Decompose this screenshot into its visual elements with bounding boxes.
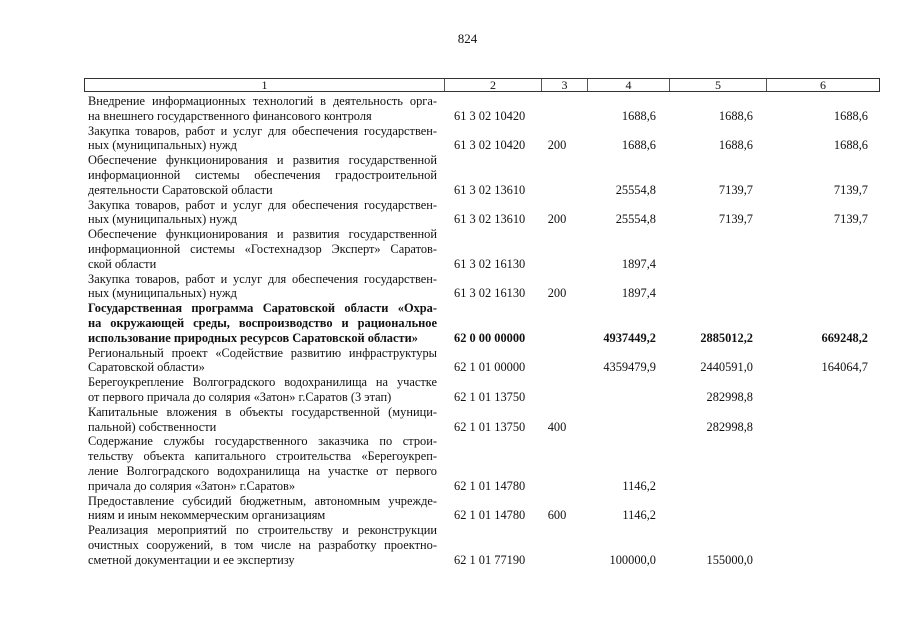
header-col-4: 4 — [588, 79, 670, 91]
row-description — [84, 198, 437, 228]
description-line: ской области — [88, 256, 157, 271]
row-code: 61 3 02 13610 — [454, 212, 526, 227]
table-row — [84, 434, 880, 493]
table-row — [84, 272, 880, 302]
description-line: Капитальные вложения в объекты государственной (муници- — [88, 404, 437, 419]
description-line: Региональный проект «Содействие развитию инфраструктуры — [88, 345, 437, 360]
row-description — [84, 272, 437, 302]
description-line: Содержание службы государственного заказчика по строи- — [88, 434, 437, 449]
table-row — [84, 494, 880, 524]
row-value-col5: 1688,6 — [718, 108, 753, 123]
table-row — [84, 346, 880, 376]
header-col-6: 6 — [820, 78, 826, 92]
table-row — [84, 523, 880, 567]
row-value-col4: 1897,4 — [621, 286, 656, 301]
description-line: ниям и иным некоммерческим организациям — [88, 508, 326, 523]
row-code: 62 1 01 13750 — [454, 419, 526, 434]
row-value-col4: 1688,6 — [621, 108, 656, 123]
table-row — [84, 94, 880, 124]
description-line: ных (муниципальных) нужд — [88, 212, 237, 227]
table-row — [84, 198, 880, 228]
header-col-3: 3 — [542, 79, 588, 91]
row-value-col5: 7139,7 — [718, 212, 753, 227]
row-description — [84, 375, 437, 405]
description-line: причала до солярия «Затон» г.Саратов» — [88, 478, 296, 493]
row-value-col6: 7139,7 — [833, 212, 868, 227]
row-description — [84, 494, 437, 524]
row-code: 61 3 02 16130 — [454, 286, 526, 301]
description-line: информационной системы обеспечения градостроительной — [88, 167, 437, 182]
row-value-col4: 100000,0 — [609, 552, 656, 567]
row-value-col4: 25554,8 — [615, 182, 656, 197]
description-line: очистных сооружений, в том числе на разработку проектно- — [88, 537, 437, 552]
row-value-col4: 4937449,2 — [603, 330, 656, 345]
description-line: Закупка товаров, работ и услуг для обеспечения государствен- — [88, 197, 437, 212]
row-value-col5: 282998,8 — [706, 389, 753, 404]
row-code: 61 3 02 10420 — [454, 108, 526, 123]
description-line: ных (муниципальных) нужд — [88, 286, 237, 301]
row-value-col4: 1688,6 — [621, 138, 656, 153]
row-code: 61 3 02 10420 — [454, 138, 526, 153]
row-value-col5: 7139,7 — [718, 182, 753, 197]
description-line: Обеспечение функционирования и развития государственной — [88, 227, 437, 242]
row-expense-type: 400 — [547, 419, 567, 434]
description-line: на внешнего государственного финансового контроля — [88, 108, 372, 123]
row-code: 62 1 01 77190 — [454, 552, 526, 567]
description-line: деятельности Саратовской области — [88, 182, 273, 197]
row-code: 61 3 02 13610 — [454, 182, 526, 197]
row-code: 62 1 01 14780 — [454, 478, 526, 493]
row-code: 62 1 01 00000 — [454, 360, 526, 375]
row-value-col5: 1688,6 — [718, 138, 753, 153]
table-row — [84, 153, 880, 197]
row-value-col6: 1688,6 — [833, 108, 868, 123]
description-line: использование природных ресурсов Саратовской области» — [88, 330, 418, 345]
table-row — [84, 405, 880, 435]
description-line: Берегоукрепление Волгоградского водохранилища на участке — [88, 375, 437, 390]
row-value-col4: 4359479,9 — [603, 360, 656, 375]
row-description — [84, 434, 437, 493]
table-row — [84, 375, 880, 405]
description-line: Предоставление субсидий бюджетным, автономным учрежде- — [88, 493, 437, 508]
row-expense-type: 200 — [547, 138, 567, 153]
row-code: 61 3 02 16130 — [454, 256, 526, 271]
row-value-col5: 155000,0 — [706, 552, 753, 567]
row-value-col6: 7139,7 — [833, 182, 868, 197]
row-description — [84, 523, 437, 567]
description-line: тельству объекта капитального строительства «Берегоукреп- — [88, 449, 437, 464]
description-line: на окружающей среды, воспроизводство и рациональное — [88, 315, 437, 330]
row-code: 62 1 01 14780 — [454, 508, 526, 523]
row-description — [84, 94, 437, 124]
row-value-col6: 1688,6 — [833, 138, 868, 153]
row-code: 62 1 01 13750 — [454, 389, 526, 404]
row-description — [84, 301, 437, 345]
table-row — [84, 124, 880, 154]
row-value-col4: 1146,2 — [622, 508, 656, 523]
table-row — [84, 301, 880, 345]
row-expense-type: 600 — [547, 508, 567, 523]
description-line: Обеспечение функционирования и развития государственной — [88, 153, 437, 168]
description-line: информационной системы «Гостехнадзор Эксперт» Саратов- — [88, 241, 437, 256]
header-col-5: 5 — [670, 79, 767, 91]
description-line: ление Волгоградского водохранилища на участке от первого — [88, 463, 437, 478]
row-description — [84, 405, 437, 435]
table-row — [84, 227, 880, 271]
row-value-col5: 2885012,2 — [700, 330, 753, 345]
page-number: 824 — [457, 31, 478, 46]
header-col-1: 1 — [85, 79, 445, 91]
description-line: Закупка товаров, работ и услуг для обеспечения государствен- — [88, 271, 437, 286]
row-value-col6: 164064,7 — [821, 360, 868, 375]
row-value-col6: 669248,2 — [821, 330, 868, 345]
row-value-col4: 1146,2 — [622, 478, 656, 493]
description-line: Саратовской области» — [88, 360, 205, 375]
row-expense-type: 200 — [547, 286, 567, 301]
row-value-col5: 282998,8 — [706, 419, 753, 434]
description-line: Реализация мероприятий по строительству и реконструкции — [88, 523, 437, 538]
description-line: от первого причала до солярия «Затон» г.Саратов (3 этап) — [88, 389, 392, 404]
header-col-2: 2 — [445, 79, 542, 91]
row-description — [84, 346, 437, 376]
row-description — [84, 227, 437, 271]
table-header — [84, 78, 880, 92]
row-value-col5: 2440591,0 — [700, 360, 753, 375]
description-line: Внедрение информационных технологий в деятельность орга- — [88, 94, 437, 108]
row-code: 62 0 00 00000 — [454, 330, 526, 345]
description-line: ных (муниципальных) нужд — [88, 138, 237, 153]
description-line: сметной документации и ее экспертизу — [88, 552, 295, 567]
row-value-col4: 1897,4 — [621, 256, 656, 271]
description-line: Государственная программа Саратовской области «Охра- — [88, 301, 437, 316]
row-description — [84, 124, 437, 154]
row-value-col4: 25554,8 — [615, 212, 656, 227]
description-line: пальной) собственности — [88, 419, 217, 434]
row-expense-type: 200 — [547, 212, 567, 227]
table-body — [84, 94, 880, 568]
description-line: Закупка товаров, работ и услуг для обеспечения государствен- — [88, 123, 437, 138]
row-description — [84, 153, 437, 197]
